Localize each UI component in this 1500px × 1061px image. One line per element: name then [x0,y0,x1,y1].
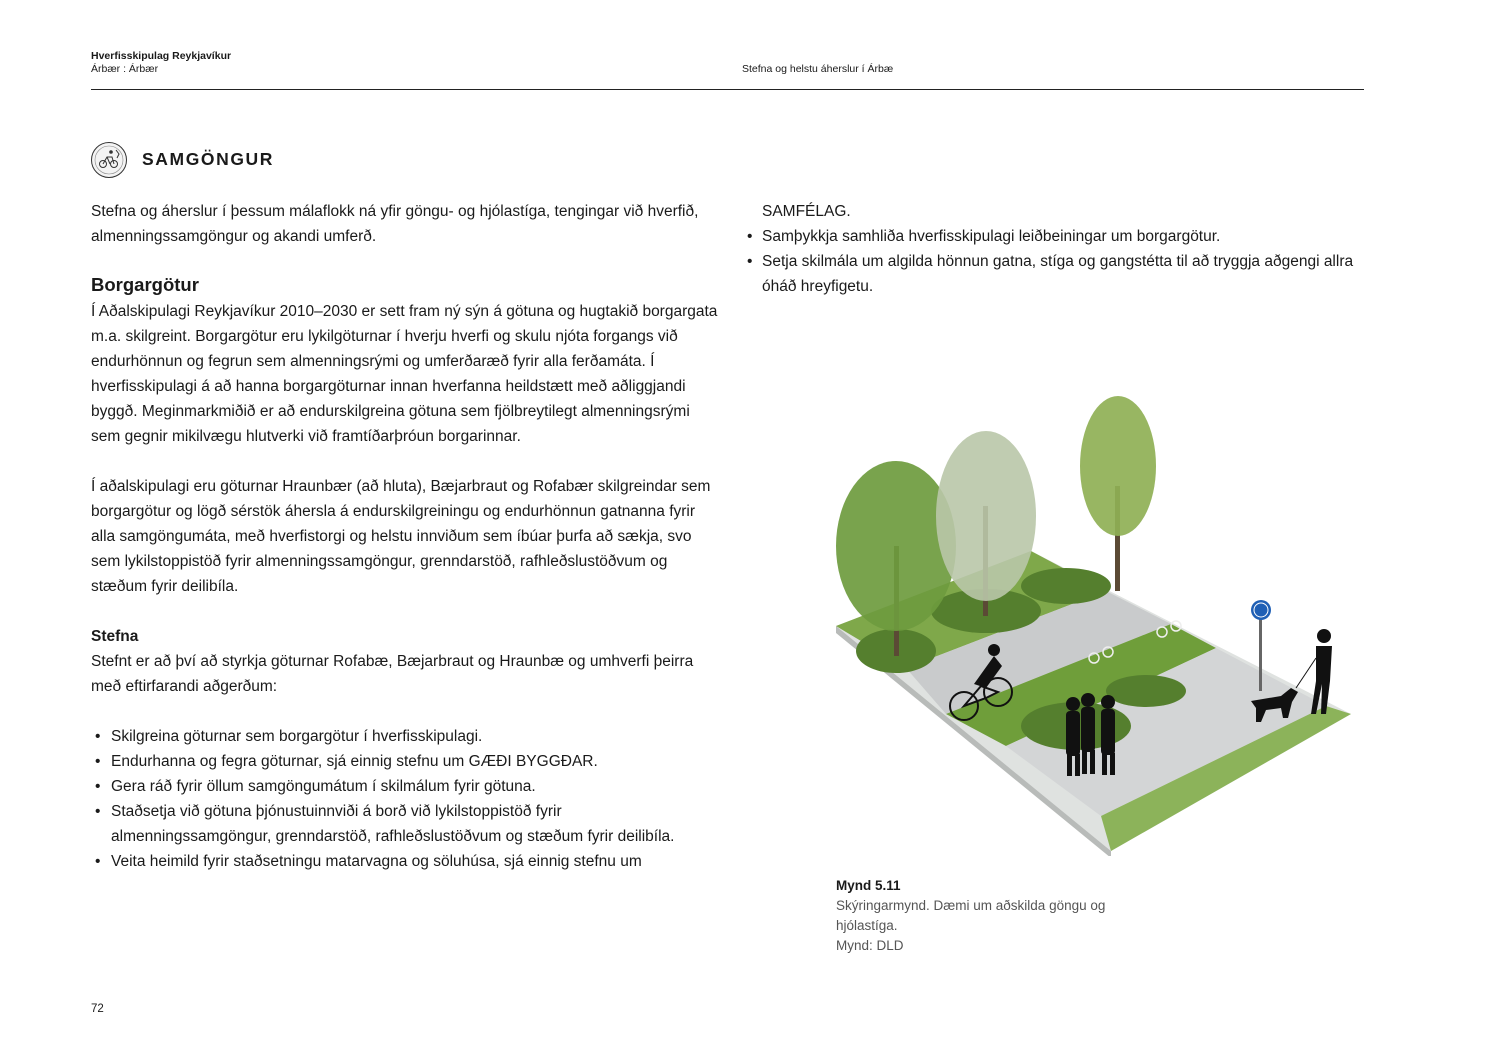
figure-credit: Mynd: DLD [836,938,904,953]
section-title: SAMGÖNGUR [142,149,275,169]
header-section-label: Stefna og helstu áherslur í Árbæ [742,63,894,75]
list-item: • Gera ráð fyrir öllum samgöngumátum í skilmálum fyrir götuna. [91,774,721,799]
page-number: 72 [91,1003,104,1015]
header-doc-title: Hverfisskipulag Reykjavíkur [91,50,232,62]
borgargotur-paragraph-2: Í aðalskipulagi eru göturnar Hraunbær (að hluta), Bæjarbraut og Rofabær skilgreindar sem borgargötur og lögð sérstök áhersla á endurskilgreiningu og endurhönnun gatnanna fyrir alla samgöngumáta, með hverfistorgi og helstu innviðum sem íbúar þurfa að sækja, svo sem lykilstoppistöð fyrir almenningssamgöngur, grenndarstöð, rafhleðslustöðvum og stæðum fyrir deilibíla. [91,478,711,595]
header-rule [91,89,1364,90]
stefna-heading: Stefna [91,628,139,645]
list-item: • Veita heimild fyrir staðsetningu matarvagna og söluhúsa, sjá einnig stefnu um [91,849,721,874]
stefna-intro: Stefnt er að því að styrkja göturnar Rofabæ, Bæjarbraut og Hraunbæ og umhverfi þeirra með eftirfarandi aðgerðum: [91,653,694,695]
stefna-bullet-list-right [742,224,1367,299]
list-item: • Endurhanna og fegra göturnar, sjá einnig stefnu um GÆÐI BYGGÐAR. [91,749,721,774]
figure-caption-text: Skýringarmynd. Dæmi um aðskilda göngu og hjólastíga. [836,898,1106,933]
header-doc-subtitle: Árbær : Árbær [91,63,159,75]
list-item: • Staðsetja við götuna þjónustuinnviði á borð við lykilstoppistöð fyrir almenningssamgöngur, grenndarstöð, rafhleðslustöðvum og stæðum fyrir deilibíla. [91,799,721,849]
list-item: • Samþykkja samhliða hverfisskipulagi leiðbeiningar um borgargötur. [742,224,1367,249]
transport-icon [90,141,128,179]
figure-caption [836,876,1136,956]
borgargotur-heading: Borgargötur [91,274,199,295]
left-column [91,199,721,874]
list-item: • Setja skilmála um algilda hönnun gatna, stíga og gangstétta til að tryggja aðgengi allra óháð hreyfigetu. [742,249,1367,299]
bullet-continuation: SAMFÉLAG. [762,203,851,220]
list-item: • Skilgreina göturnar sem borgargötur í hverfisskipulagi. [91,724,721,749]
right-column [742,199,1367,299]
tree-right [1080,396,1156,591]
figure-number: Mynd 5.11 [836,878,901,893]
section-intro: Stefna og áherslur í þessum málaflokk ná yfir göngu- og hjólastíga, tengingar við hverfið, almenningssamgöngur og akandi umferð. [91,203,699,245]
borgargotur-paragraph-1: Í Aðalskipulagi Reykjavíkur 2010–2030 er sett fram ný sýn á götuna og hugtakið borgargata m.a. skilgreint. Borgargötur eru lykilgöturnar í hverju hverfi og skulu njóta forgangs við endurhönnun og fegrun sem almenningsrými og umferðaræð fyrir alla ferðamáta. Í hverfisskipulagi á að hanna borgargöturnar innan hverfanna heildstætt með aðliggjandi byggð. Meginmarkmiðið er að endurskilgreina götuna sem fjölbreytilegt almenningsrými sem gegnir mikilvægu hlutverki við framtíðarþróun borgarinnar. [91,303,718,445]
stefna-bullet-list [91,724,721,874]
street-illustration [826,396,1356,856]
